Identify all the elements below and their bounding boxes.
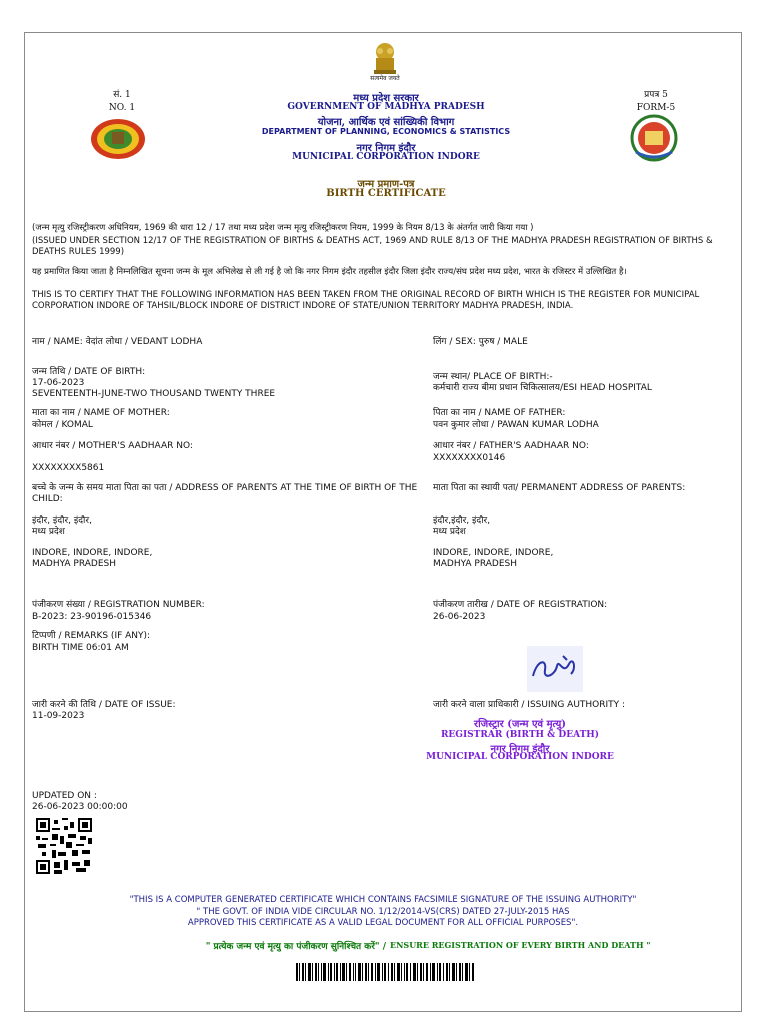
address-at-birth-line2: MADHYA PRADESH (32, 559, 117, 569)
issued-under: (ISSUED UNDER SECTION 12/17 OF THE REGISTRATION OF BIRTHS & DEATHS ACT, 1969 AND RULE 8/13 OF THE MADHYA PRADESH REGISTRATION OF BIRTHS & DEATHS RULES 1999) (32, 236, 713, 257)
registration-number-label: पंजीकरण संख्या / REGISTRATION NUMBER: (32, 600, 205, 610)
slogan: ENSURE REGISTRATION OF EVERY BIRTH AND DEATH " (390, 940, 651, 950)
registration-number: B-2023: 23-90196-015346 (32, 612, 152, 622)
registrar-hindi: रजिस्ट्रार (जन्म एवं मृत्यु) (474, 719, 566, 730)
slogan-hindi: " प्रत्येक जन्म एवं मृत्यु का पंजीकरण सुनिश्चित करें" / (205, 942, 386, 952)
permanent-address-line2: MADHYA PRADESH (433, 559, 518, 569)
issue-date: 11-09-2023 (32, 711, 85, 721)
certify-statement-hindi: यह प्रमाणित किया जाता है निम्नलिखित सूचना जन्म के मूल अभिलेख से ली गई है जो कि नगर निगम इंदौर तहसील इंदौर जिला इंदौर राज्य/संघ प्रदेश मध्य प्रदेश, भारत के रजिस्टर में उल्लिखित है। (32, 267, 627, 277)
govt-name-hindi: मध्य प्रदेश सरकार (353, 93, 419, 104)
remarks-value: BIRTH TIME 06:01 AM (32, 643, 129, 653)
issue-date-label: जारी करने की तिथि / DATE OF ISSUE: (32, 700, 176, 710)
certify-statement: THIS IS TO CERTIFY THAT THE FOLLOWING INFORMATION HAS BEEN TAKEN FROM THE ORIGINAL RECORD OF BIRTH WHICH IS THE REGISTER FOR MUNICIPAL CORPORATION INDORE OF TAHSIL/BLOCK INDORE OF DISTRICT INDORE OF STATE/UNION TERRITORY MADHYA PRADESH, INDIA. (32, 290, 700, 311)
registrar-corp-hindi: नगर निगम इंदौर (490, 744, 550, 755)
place-of-birth-label: जन्म स्थान/ PLACE OF BIRTH:- (433, 372, 553, 382)
address-at-birth-hindi-line2: मध्य प्रदेश (32, 527, 65, 537)
permanent-address-hindi-line1: इंदौर,इंदौर, इंदौर, (433, 516, 491, 526)
dept-name-hindi: योजना, आर्थिक एवं सांख्यिकी विभाग (317, 117, 455, 128)
registrar: REGISTRAR (BIRTH & DEATH) (440, 730, 600, 740)
issued-under-hindi: (जन्म मृत्यु रजिस्ट्रीकरण अधिनियम, 1969 की धारा 12 / 17 तथा मध्य प्रदेश जन्म मृत्यु रजिस्ट्रीकरण नियम, 1999 के नियम 8/13 के अंतर्गत जारी किया गया ) (32, 223, 534, 233)
father-name: पवन कुमार लोधा / PAWAN KUMAR LODHA (433, 420, 599, 430)
indore-corporation-logo-icon (628, 114, 680, 162)
dob-value: 17-06-2023 (32, 378, 85, 388)
registrar-corp: MUNICIPAL CORPORATION INDORE (426, 752, 614, 762)
page-title: BIRTH CERTIFICATE (326, 188, 446, 199)
facsimile-signature (527, 646, 583, 692)
dob-in-words: SEVENTEENTH-JUNE-TWO THOUSAND TWENTY THREE (32, 389, 276, 399)
dob-label: जन्म तिथि / DATE OF BIRTH: (32, 367, 146, 377)
updated-on-label: UPDATED ON : (32, 791, 97, 801)
national-emblem-icon (370, 42, 400, 78)
mother-aadhaar-value: XXXXXXXX5861 (32, 463, 105, 473)
permanent-address-line1: INDORE, INDORE, INDORE, (433, 548, 554, 558)
serial-no-hindi: सं. 1 (113, 90, 131, 100)
corp-name-hindi: नगर निगम इंदौर (356, 143, 416, 154)
permanent-address-hindi-line2: मध्य प्रदेश (433, 527, 466, 537)
father-name-label: पिता का नाम / NAME OF FATHER: (433, 408, 566, 418)
qr-code-icon (36, 818, 92, 874)
emblem-motto: सत्यमेव जयते (370, 75, 400, 82)
registration-date: 26-06-2023 (433, 612, 486, 622)
footer-note-2: " THE GOVT. OF INDIA VIDE CIRCULAR NO. 1/12/2014-VS(CRS) DATED 27-JULY-2015 HAS (196, 907, 570, 917)
sex: लिंग / SEX: पुरुष / MALE (433, 337, 528, 347)
dept-name: DEPARTMENT OF PLANNING, ECONOMICS & STATISTICS (261, 127, 511, 136)
address-at-birth-line1: INDORE, INDORE, INDORE, (32, 548, 153, 558)
issuing-authority-label: जारी करने वाला प्राधिकारी / ISSUING AUTHORITY : (433, 700, 626, 710)
permanent-address-label: माता पिता का स्थायी पता/ PERMANENT ADDRESS OF PARENTS: (433, 483, 686, 493)
address-at-birth-label: बच्चे के जन्म के समय माता पिता का पता / ADDRESS OF PARENTS AT THE TIME OF BIRTH OF THE CHILD: (32, 483, 418, 504)
mother-aadhaar-label: आधार नंबर / MOTHER'S AADHAAR NO: (32, 441, 193, 451)
mother-name-label: माता का नाम / NAME OF MOTHER: (32, 408, 170, 418)
title-hindi: जन्म प्रमाण-पत्र (357, 179, 415, 190)
serial-no: NO. 1 (108, 103, 136, 113)
child-name: नाम / NAME: वेदांत लोधा / VEDANT LODHA (32, 337, 203, 347)
remarks-label: टिप्पणी / REMARKS (IF ANY): (32, 631, 151, 641)
father-aadhaar-value: XXXXXXXX0146 (433, 453, 506, 463)
father-aadhaar-label: आधार नंबर / FATHER'S AADHAAR NO: (433, 441, 589, 451)
mother-name: कोमल / KOMAL (32, 420, 93, 430)
footer-note-1: "THIS IS A COMPUTER GENERATED CERTIFICATE WHICH CONTAINS FACSIMILE SIGNATURE OF THE ISSUING AUTHORITY" (129, 895, 637, 905)
address-at-birth-hindi-line1: इंदौर, इंदौर, इंदौर, (32, 516, 92, 526)
form-no-hindi: प्रपत्र 5 (644, 90, 668, 100)
updated-on: 26-06-2023 00:00:00 (32, 802, 128, 812)
mp-government-logo-icon (90, 118, 146, 160)
govt-name: GOVERNMENT OF MADHYA PRADESH (287, 102, 485, 112)
barcode-icon (296, 963, 474, 981)
registration-date-label: पंजीकरण तारीख / DATE OF REGISTRATION: (433, 600, 608, 610)
footer-note-3: APPROVED THIS CERTIFICATE AS A VALID LEGAL DOCUMENT FOR ALL OFFICIAL PURPOSES". (187, 918, 579, 928)
corp-name: MUNICIPAL CORPORATION INDORE (292, 152, 480, 162)
form-no: FORM-5 (636, 103, 676, 113)
place-of-birth: कर्मचारी राज्य बीमा प्रधान चिकित्सालय/ESI HEAD HOSPITAL (433, 383, 652, 393)
